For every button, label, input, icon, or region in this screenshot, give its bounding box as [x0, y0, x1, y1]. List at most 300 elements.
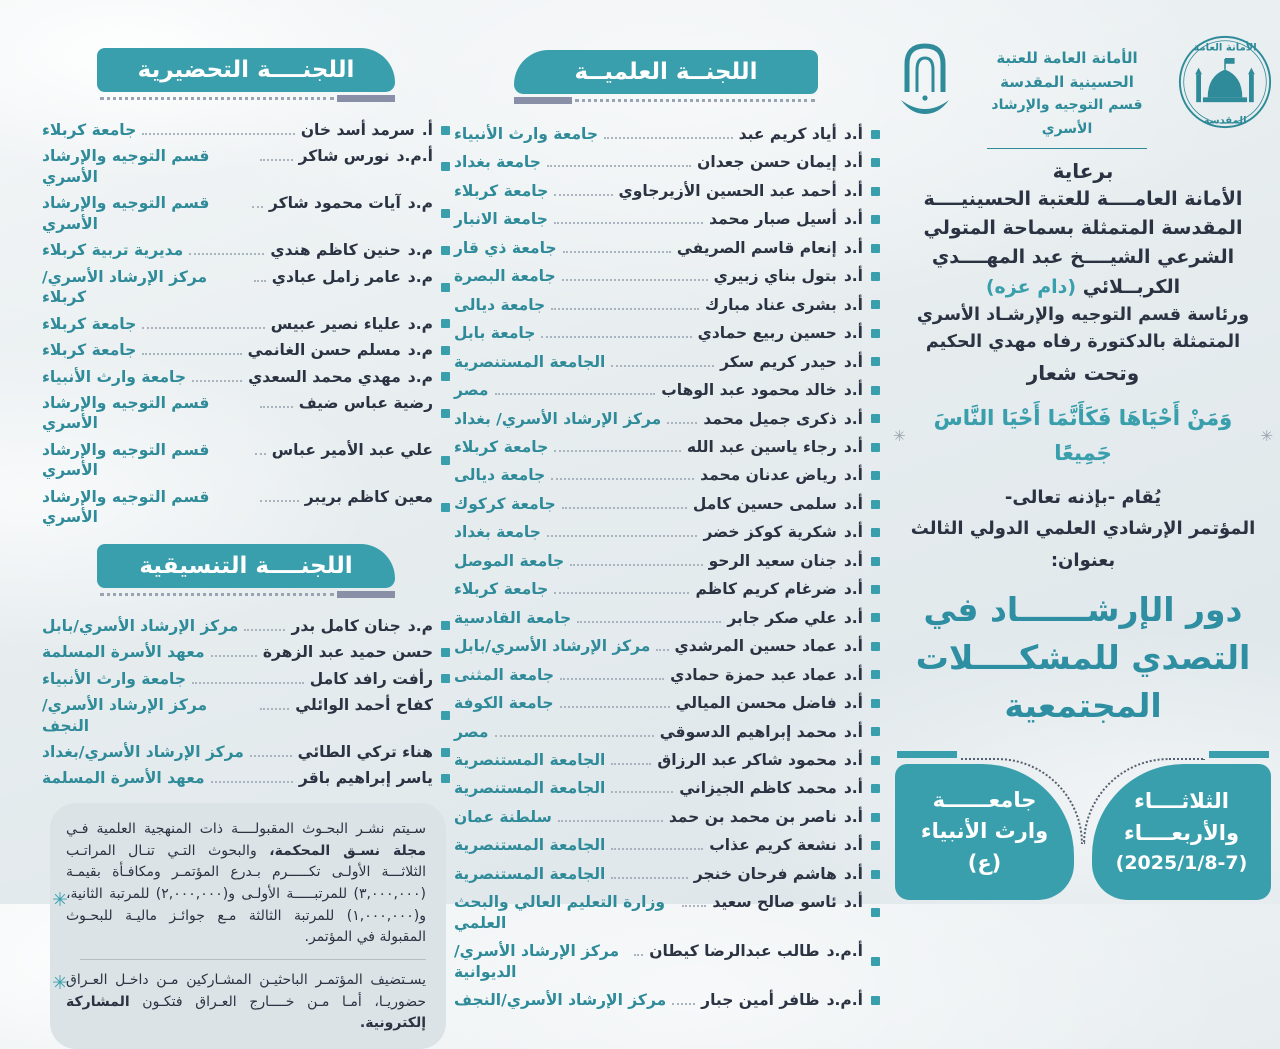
member-affiliation: جامعة كربلاء	[454, 181, 549, 200]
member-title: م.د	[407, 241, 433, 260]
member-title: أ.د	[843, 637, 863, 656]
header-underline	[97, 95, 395, 102]
member-title: م.د	[407, 194, 433, 213]
member-title: أ.	[421, 121, 433, 139]
committee-member-row	[454, 722, 880, 742]
bullet-square-icon	[871, 329, 880, 338]
member-name: مهدي محمد السعدي	[248, 367, 401, 386]
dotted-leader	[495, 735, 654, 737]
member-affiliation: معهد الأسرة المسلمة	[42, 643, 205, 662]
logos-row	[893, 34, 1273, 149]
note-bold-text: مجلة نسـق المحكمة،	[269, 842, 426, 859]
member-name: ضرغام كريم كاظم	[695, 580, 837, 599]
member-name: نورس شاكر	[298, 147, 390, 166]
dotted-leader	[547, 535, 698, 537]
note-text: يسـتضيف المؤتمـر الباحثيـن المشـاركين مـن داخـل العـراق حضوريـا، أمـا مـن خــــارج العـراق فتكـون	[66, 972, 426, 1010]
member-affiliation: جامعة كربلاء	[42, 314, 137, 333]
member-affiliation: الجامعة المستنصرية	[454, 836, 606, 855]
committee-member-row	[42, 146, 450, 187]
member-name: رأفت رافد كامل	[309, 669, 433, 688]
committee-member-row	[454, 864, 880, 884]
member-title: أ.د	[843, 153, 863, 172]
committee-member-row	[454, 181, 880, 201]
committee-member-row	[454, 665, 880, 685]
dotted-leader	[250, 755, 292, 757]
committee-member-row	[454, 608, 880, 628]
member-title: م.د	[407, 341, 433, 360]
member-name: آيات محمود شاكر	[268, 194, 401, 213]
dotted-leader	[656, 649, 668, 651]
member-affiliation: مركز الإرشاد الأسري/النجف	[454, 991, 667, 1010]
dotted-leader	[254, 280, 266, 282]
member-name: هناء تركي الطائي	[297, 742, 433, 761]
ornament-icon: ✳	[52, 972, 68, 995]
date-day-line2: والأربعــــاء	[1123, 820, 1240, 845]
member-title: أ.د	[843, 864, 863, 883]
member-title: أ.د	[843, 238, 863, 257]
member-name: هاشم فرحان خنجر	[693, 864, 837, 883]
member-name: حيدر كريم سكر	[720, 352, 837, 371]
announcement-line2: المؤتمر الإرشادي العلمي الدولي الثالث	[910, 518, 1256, 540]
ornament-icon: ✳	[52, 888, 68, 911]
announcement-line1: يُقام -بإذنه تعالى-	[1004, 486, 1162, 508]
member-title: م.د	[407, 367, 433, 386]
bullet-square-icon	[871, 699, 880, 708]
bullet-square-icon	[871, 557, 880, 566]
member-title: أ.م.د	[396, 147, 433, 166]
member-title: أ.د	[843, 551, 863, 570]
header-underline	[97, 591, 395, 598]
committee-member-row	[42, 240, 450, 260]
sponsor-line2: المقدسة المتمثلة بسماحة المتولي	[923, 217, 1243, 240]
conference-title-line2: التصدي للمشكــــلات	[915, 638, 1251, 678]
member-title: أ.م.د	[826, 942, 863, 961]
dotted-leader	[252, 206, 263, 208]
committee-member-row	[454, 892, 880, 933]
notes-box	[50, 803, 446, 1049]
committee-member-row	[454, 323, 880, 343]
member-name: ناصر بن محمد بن حمد	[668, 807, 837, 826]
calligraphy-rule	[987, 148, 1146, 149]
sponsorship-label: برعاية	[1052, 158, 1114, 183]
bullet-square-icon	[871, 908, 880, 917]
bullet-square-icon	[871, 443, 880, 452]
ornament-icon: ✳	[1260, 427, 1273, 446]
member-affiliation: مركز الإرشاد الأسري/بابل	[42, 616, 239, 635]
bullet-square-icon	[441, 209, 450, 218]
member-name: معين كاظم بريبر	[304, 487, 433, 506]
sponsor-line5: ورئاسة قسم التوجيه والإرشـاد الأسري	[916, 305, 1250, 326]
emblem-bottom-text: المقدسة	[1203, 115, 1247, 127]
member-name: طالب عبدالرضا كيطان	[649, 942, 820, 961]
member-name: إيمان حسن جعدان	[697, 153, 837, 172]
dotted-leader	[563, 251, 671, 253]
dotted-leader	[554, 222, 703, 224]
committee-member-row	[454, 295, 880, 315]
member-title: أ.د	[843, 125, 863, 143]
conference-title-line1: دور الإرشــــــاد في	[923, 590, 1243, 630]
member-name: عماد عبد حمزة حمادي	[670, 665, 837, 684]
member-affiliation: مصر	[454, 381, 489, 400]
member-affiliation: سلطنة عمان	[454, 807, 552, 826]
member-affiliation: جامعة كربلاء	[42, 341, 137, 360]
dotted-leader	[560, 706, 670, 708]
member-affiliation: وزارة التعليم العالي والبحث العلمي	[454, 893, 666, 932]
committee-member-row	[454, 693, 880, 713]
member-affiliation: جامعة كركوك	[454, 494, 556, 513]
coordination-members-list	[42, 616, 450, 789]
member-name: رجاء ياسين عبد الله	[686, 437, 837, 456]
member-affiliation: جامعة الكوفة	[454, 694, 554, 713]
bullet-square-icon	[871, 813, 880, 822]
committee-member-row	[42, 367, 450, 387]
dotted-leader	[611, 848, 703, 850]
member-name: بشرى عناد مبارك	[705, 295, 837, 314]
member-name: عماد حسين المرشدي	[674, 637, 837, 656]
dotted-leader	[682, 905, 707, 907]
committee-member-row	[42, 487, 450, 528]
university-line1: جامعــــــة	[932, 787, 1037, 812]
bullet-square-icon	[871, 957, 880, 966]
member-title: أ.د	[843, 437, 863, 456]
dotted-leader	[604, 137, 733, 139]
committee-member-row	[42, 393, 450, 434]
dotted-leader	[211, 655, 257, 657]
dotted-leader	[672, 1003, 695, 1005]
member-name: حسن حميد عبد الزهرة	[262, 643, 433, 662]
sponsor-name: الكربــلائي	[1082, 275, 1181, 298]
committee-member-row	[454, 807, 880, 827]
info-boxes-row	[893, 764, 1273, 900]
sponsor-line4	[893, 273, 1273, 302]
bullet-square-icon	[871, 130, 880, 139]
member-name: محمد إبراهيم الدسوقي	[659, 722, 837, 741]
dotted-leader	[142, 133, 295, 135]
bullet-square-icon	[871, 500, 880, 509]
committee-member-row	[42, 440, 450, 481]
sponsor-line3: الشرعي الشيــــخ عبد المهــــدي	[931, 246, 1235, 269]
bullet-square-icon	[441, 246, 450, 255]
committee-member-row	[454, 437, 880, 457]
member-affiliation: جامعة بغداد	[454, 523, 541, 542]
bullet-square-icon	[441, 372, 450, 381]
note-divider	[80, 959, 426, 960]
member-affiliation: قسم التوجيه والإرشاد الأسري	[42, 487, 210, 527]
member-affiliation: جامعة وارث الأنبياء	[454, 125, 599, 143]
member-name: رياض عدنان محمد	[700, 466, 837, 485]
holy-shrine-emblem-icon	[1177, 34, 1273, 130]
committee-member-row	[42, 642, 450, 662]
member-affiliation: جامعة كربلاء	[42, 121, 137, 139]
announcement-line3: بعنوان:	[1050, 549, 1116, 571]
committee-member-row	[42, 120, 450, 140]
bullet-square-icon	[871, 187, 880, 196]
dotted-leader	[611, 365, 714, 367]
bullet-square-icon	[441, 748, 450, 757]
dotted-leader	[554, 592, 689, 594]
dotted-leader	[562, 507, 687, 509]
slogan-label: وتحت شعار	[1026, 360, 1140, 385]
member-name: بتول بناي زبيري	[713, 267, 837, 286]
org-name-line1: الأمانة العامة للعتبة الحسينية المقدسة	[996, 49, 1138, 91]
bullet-square-icon	[871, 841, 880, 850]
bullet-square-icon	[871, 642, 880, 651]
member-title: أ.د	[843, 523, 863, 542]
member-affiliation: مديرية تربية كربلاء	[42, 241, 184, 260]
bullet-square-icon	[871, 357, 880, 366]
conference-title-line3: المجتمعية	[1004, 686, 1162, 726]
left-column	[40, 48, 452, 1049]
committee-member-row	[454, 494, 880, 514]
bullet-square-icon	[871, 784, 880, 793]
member-name: عامر زامل عبادي	[271, 267, 401, 286]
coordination-committee-header	[97, 544, 395, 598]
member-affiliation: مركز الإرشاد الأسري/كربلاء	[42, 267, 208, 307]
member-affiliation: الجامعة المستنصرية	[454, 779, 606, 798]
date-day-line1: الثلاثــــاء	[1134, 789, 1229, 814]
sponsor-line6: المتمثلة بالدكتورة رفاه مهدي الحكيم	[925, 332, 1241, 353]
dotted-leader	[570, 564, 702, 566]
member-title: م.د	[407, 314, 433, 333]
bullet-square-icon	[441, 409, 450, 418]
right-column	[893, 34, 1273, 900]
member-name: مسلم حسن الغانمي	[247, 341, 401, 360]
member-affiliation: مركز الإرشاد الأسري/بابل	[454, 637, 651, 656]
note-publication	[66, 819, 426, 949]
member-title: أ.د	[843, 665, 863, 684]
quranic-verse-block	[893, 401, 1273, 472]
note-participation	[66, 970, 426, 1035]
member-title: أ.د	[843, 779, 863, 798]
sponsor-line1: الأمانة العامــــة للعتبة الحسينيــــة	[923, 187, 1243, 210]
dotted-leader	[189, 253, 264, 255]
bullet-square-icon	[871, 300, 880, 309]
committee-member-row	[454, 990, 880, 1010]
member-title: أ.د	[843, 494, 863, 513]
dotted-leader	[495, 393, 656, 395]
dotted-line	[100, 97, 334, 100]
bullet-square-icon	[441, 648, 450, 657]
member-name: علي عبد الأمير عباس	[271, 440, 433, 459]
member-title: أ.د	[843, 181, 863, 200]
member-title: أ.د	[843, 836, 863, 855]
member-title: أ.د	[843, 352, 863, 371]
org-name-line2: قسم التوجيه والإرشاد الأسري	[991, 97, 1143, 137]
dotted-leader	[260, 406, 293, 408]
committee-member-row	[454, 551, 880, 571]
member-title: أ.د	[843, 580, 863, 599]
member-name: سلمى حسين كامل	[692, 494, 837, 513]
member-title: أ.د	[843, 409, 863, 428]
dotted-leader	[244, 629, 285, 631]
dotted-leader	[192, 380, 242, 382]
header-underline	[514, 97, 818, 104]
committee-member-row	[42, 616, 450, 636]
member-affiliation: قسم التوجيه والإرشاد الأسري	[42, 147, 210, 186]
bullet-square-icon	[871, 613, 880, 622]
note-bold-text: المشاركة إلكترونية.	[66, 993, 426, 1032]
member-affiliation: جامعة الانبار	[454, 210, 548, 229]
committee-member-row	[42, 695, 450, 736]
bullet-square-icon	[441, 774, 450, 783]
coordination-committee-title: اللجنــــة التنسيقية	[97, 544, 395, 588]
organization-calligraphy	[965, 34, 1169, 149]
member-name: سرمد أسد خان	[300, 121, 415, 139]
dotted-line	[100, 593, 334, 596]
bullet-square-icon	[871, 585, 880, 594]
ershad-logo-icon	[893, 34, 957, 130]
honorific-text: (دام عزه)	[985, 275, 1077, 298]
member-affiliation: جامعة وارث الأنبياء	[42, 367, 187, 386]
note-text: والبحوث التـي تنـال المراتـب الثلاثـــة الأولـى تكـــــرم بـدرع المؤتمـر ومكافـأة بقيمـة (٣,٠٠٠,٠٠٠) للمرتبـــــة الأولـى و(٢,٠٠٠,٠٠٠) للمرتبة الثانية، و(١,٠٠٠,٠٠٠) للمرتبة الثالثة مـع جوائـز ماليـة للبحـوث المقبولة في المؤتمر.	[66, 842, 426, 946]
member-name: جنان كامل بدر	[291, 616, 401, 635]
member-name: أحمد عبد الحسين الأزيرجاوي	[618, 181, 837, 200]
member-title: أ.د	[843, 893, 863, 912]
member-affiliation: الجامعة المستنصرية	[454, 750, 606, 769]
committee-member-row	[42, 768, 450, 788]
member-affiliation: جامعة بغداد	[454, 153, 541, 172]
member-affiliation: جامعة البصرة	[454, 267, 556, 286]
bullet-square-icon	[871, 996, 880, 1005]
scientific-members-list	[454, 124, 880, 1011]
bullet-square-icon	[441, 283, 450, 292]
date-numeric: (2025/1/8-7)	[1115, 852, 1248, 875]
dotted-line	[575, 99, 815, 102]
committee-member-row	[454, 409, 880, 429]
bullet-square-icon	[441, 674, 450, 683]
member-name: شكرية كوكز خضر	[703, 523, 837, 542]
member-name: خالد محمود عبد الوهاب	[661, 381, 837, 400]
member-affiliation: جامعة الموصل	[454, 551, 565, 570]
member-affiliation: جامعة وارث الأنبياء	[42, 669, 187, 688]
middle-column	[452, 48, 882, 1019]
emblem-top-text: الأمانة العامة	[1193, 42, 1257, 54]
member-affiliation: مركز الإرشاد الأسري/الديوانية	[454, 942, 620, 981]
bullet-square-icon	[441, 503, 450, 512]
conference-title	[893, 586, 1273, 730]
member-title: أ.د	[843, 722, 863, 741]
scientific-committee-title: اللجنــة العلميــة	[514, 50, 818, 94]
ornament-icon: ✳	[893, 427, 906, 446]
university-line2: وارث الأنبياء (ع)	[920, 819, 1049, 875]
member-title: م.د	[407, 616, 433, 635]
box-top-bar	[1209, 751, 1269, 758]
preparatory-members-list	[42, 120, 450, 528]
dotted-leader	[577, 621, 721, 623]
slate-bar	[337, 591, 395, 598]
quranic-verse-calligraphy: وَمَنْ أَحْيَاهَا فَكَأَنَّمَا أَحْيَا النَّاسَ جَمِيعًا	[933, 405, 1233, 466]
dotted-leader	[562, 279, 708, 281]
member-name: حسين ربيع حمادي	[697, 324, 837, 343]
committee-member-row	[454, 124, 880, 144]
committee-member-row	[454, 465, 880, 485]
committee-member-row	[454, 750, 880, 770]
member-affiliation: مركز الإرشاد الأسري/بغداد	[42, 742, 244, 761]
member-affiliation: قسم التوجيه والإرشاد الأسري	[42, 194, 210, 233]
conference-date-box	[1092, 764, 1271, 900]
member-name: علي صكر جابر	[727, 608, 837, 627]
committee-member-row	[454, 209, 880, 229]
member-title: أ.د	[843, 807, 863, 826]
member-name: فاضل محسن الميالي	[675, 694, 837, 713]
slate-bar	[337, 95, 395, 102]
committee-member-row	[42, 742, 450, 762]
preparatory-committee-header	[97, 48, 395, 102]
dotted-leader	[192, 682, 304, 684]
member-name: أياد كريم عبد	[738, 125, 837, 143]
dotted-leader	[551, 478, 694, 480]
dotted-leader	[554, 450, 681, 452]
committee-member-row	[454, 522, 880, 542]
member-title: أ.د	[843, 295, 863, 314]
bullet-square-icon	[871, 386, 880, 395]
member-affiliation: جامعة بابل	[454, 324, 536, 343]
committee-member-row	[454, 579, 880, 599]
committee-member-row	[454, 152, 880, 172]
bullet-square-icon	[871, 528, 880, 537]
dotted-leader	[260, 708, 289, 710]
bullet-square-icon	[871, 244, 880, 253]
member-name: أسيل صبار محمد	[709, 210, 837, 229]
dotted-leader	[260, 500, 299, 502]
member-name: ئاسو صالح سعيد	[712, 893, 837, 912]
member-name: كفاح أحمد الوائلي	[295, 696, 433, 715]
member-title: أ.د	[843, 608, 863, 627]
committee-member-row	[454, 380, 880, 400]
announcement-block	[893, 482, 1273, 577]
member-name: ظافر أمين جبار	[701, 991, 820, 1010]
committee-member-row	[454, 941, 880, 982]
dotted-leader	[142, 353, 241, 355]
preparatory-committee-title: اللجنــــة التحضيرية	[97, 48, 395, 92]
member-name: علياء نصير عبيس	[270, 314, 401, 333]
committee-member-row	[454, 835, 880, 855]
member-name: حنين كاظم هندي	[270, 241, 401, 260]
committee-member-row	[42, 669, 450, 689]
committee-member-row	[454, 266, 880, 286]
member-name: إنعام قاسم الصريفي	[676, 238, 837, 257]
bullet-square-icon	[871, 727, 880, 736]
committee-member-row	[42, 267, 450, 308]
member-affiliation: الجامعة المستنصرية	[454, 864, 606, 883]
bullet-square-icon	[871, 158, 880, 167]
committee-member-row	[42, 314, 450, 334]
sponsorship-block	[893, 159, 1273, 385]
dotted-leader	[260, 159, 292, 161]
member-affiliation: قسم التوجيه والإرشاد الأسري	[42, 440, 210, 480]
committee-member-row	[454, 352, 880, 372]
bullet-square-icon	[441, 621, 450, 630]
dotted-leader	[547, 165, 691, 167]
slate-bar	[514, 97, 572, 104]
bullet-square-icon	[871, 414, 880, 423]
dotted-leader	[142, 327, 264, 329]
member-name: جنان سعيد الرحو	[708, 551, 837, 570]
member-affiliation: جامعة ديالى	[454, 466, 546, 485]
member-affiliation: الجامعة المستنصرية	[454, 352, 606, 371]
dotted-leader	[255, 453, 266, 455]
member-affiliation: جامعة كربلاء	[454, 580, 549, 599]
member-affiliation: جامعة القادسية	[454, 608, 572, 627]
member-title: أ.د	[843, 267, 863, 286]
bullet-square-icon	[871, 471, 880, 480]
bullet-square-icon	[441, 319, 450, 328]
member-title: أ.د	[843, 750, 863, 769]
bullet-square-icon	[441, 346, 450, 355]
dotted-leader	[634, 954, 643, 956]
bullet-square-icon	[441, 711, 450, 720]
bullet-square-icon	[871, 272, 880, 281]
